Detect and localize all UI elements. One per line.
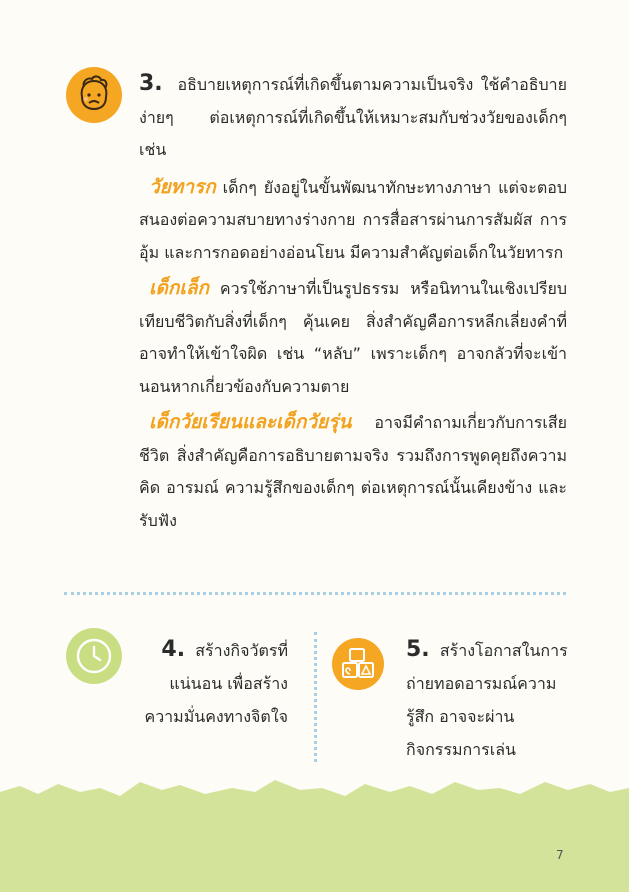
toy-blocks-icon: [332, 638, 384, 690]
toddler-label: เด็กเล็ก: [149, 277, 209, 299]
page-number: 7: [556, 848, 564, 862]
sad-face-icon: [66, 67, 122, 123]
section-4-text: สร้างกิจวัตรที่แน่นอน เพื่อสร้างความมั่นคงทางจิตใจ: [144, 641, 288, 726]
section-3: [139, 68, 567, 537]
infant-label: วัยทารก: [149, 175, 216, 198]
clock-icon: [66, 628, 122, 684]
section-5: [406, 633, 568, 766]
green-hills-decoration: [0, 770, 629, 892]
section-5-text: สร้างโอกาสในการถ่ายทอดอารมณ์ความรู้สึก อาจจะผ่านกิจกรรมการเล่น: [406, 641, 568, 759]
school-teen-text: อาจมีคำถามเกี่ยวกับการเสียชีวิต สิ่งสำคัญคือการอธิบายตามจริง รวมถึงการพูดคุยถึงความคิด อารมณ์ ความรู้สึกของเด็กๆ ต่อเหตุการณ์นั้นเคียงข้าง และรับฟัง: [139, 413, 567, 530]
section-5-number: 5.: [406, 637, 430, 662]
school-teen-label: เด็กวัยเรียนและเด็กวัยรุ่น: [149, 411, 352, 433]
school-teen-block: [139, 406, 567, 537]
toddler-block: [139, 272, 567, 403]
horizontal-divider: [64, 592, 566, 595]
section-3-number: 3.: [139, 71, 163, 96]
section-4-number: 4.: [161, 637, 186, 662]
infant-text: เด็กๆ ยังอยู่ในขั้นพัฒนาทักษะทางภาษา แต่จะตอบสนองต่อความสบายทางร่างกาย การสื่อสารผ่านการสัมผัส การอุ้ม และการกอดอย่างอ่อนโยน มีความสำคัญต่อเด็กในวัยทารก: [139, 177, 567, 262]
section-4: [140, 633, 288, 733]
section-3-intro: [139, 68, 567, 167]
vertical-divider: [314, 632, 317, 762]
section-3-intro-text: อธิบายเหตุการณ์ที่เกิดขึ้นตามความเป็นจริง ใช้คำอธิบายง่ายๆ ต่อเหตุการณ์ที่เกิดขึ้นให้เหมาะสมกับช่วงวัยของเด็กๆ เช่น: [139, 75, 567, 159]
infant-block: [139, 171, 567, 270]
toddler-text: ควรใช้ภาษาที่เป็นรูปธรรม หรือนิทานในเชิงเปรียบเทียบชีวิตกับสิ่งที่เด็กๆ คุ้นเคย สิ่งสำคัญคือการหลีกเลี่ยงคำที่อาจทำให้เข้าใจผิด เช่น “หลับ” เพราะเด็กๆ อาจกลัวที่จะเข้านอนหากเกี่ยวข้องกับความตาย: [139, 279, 567, 396]
